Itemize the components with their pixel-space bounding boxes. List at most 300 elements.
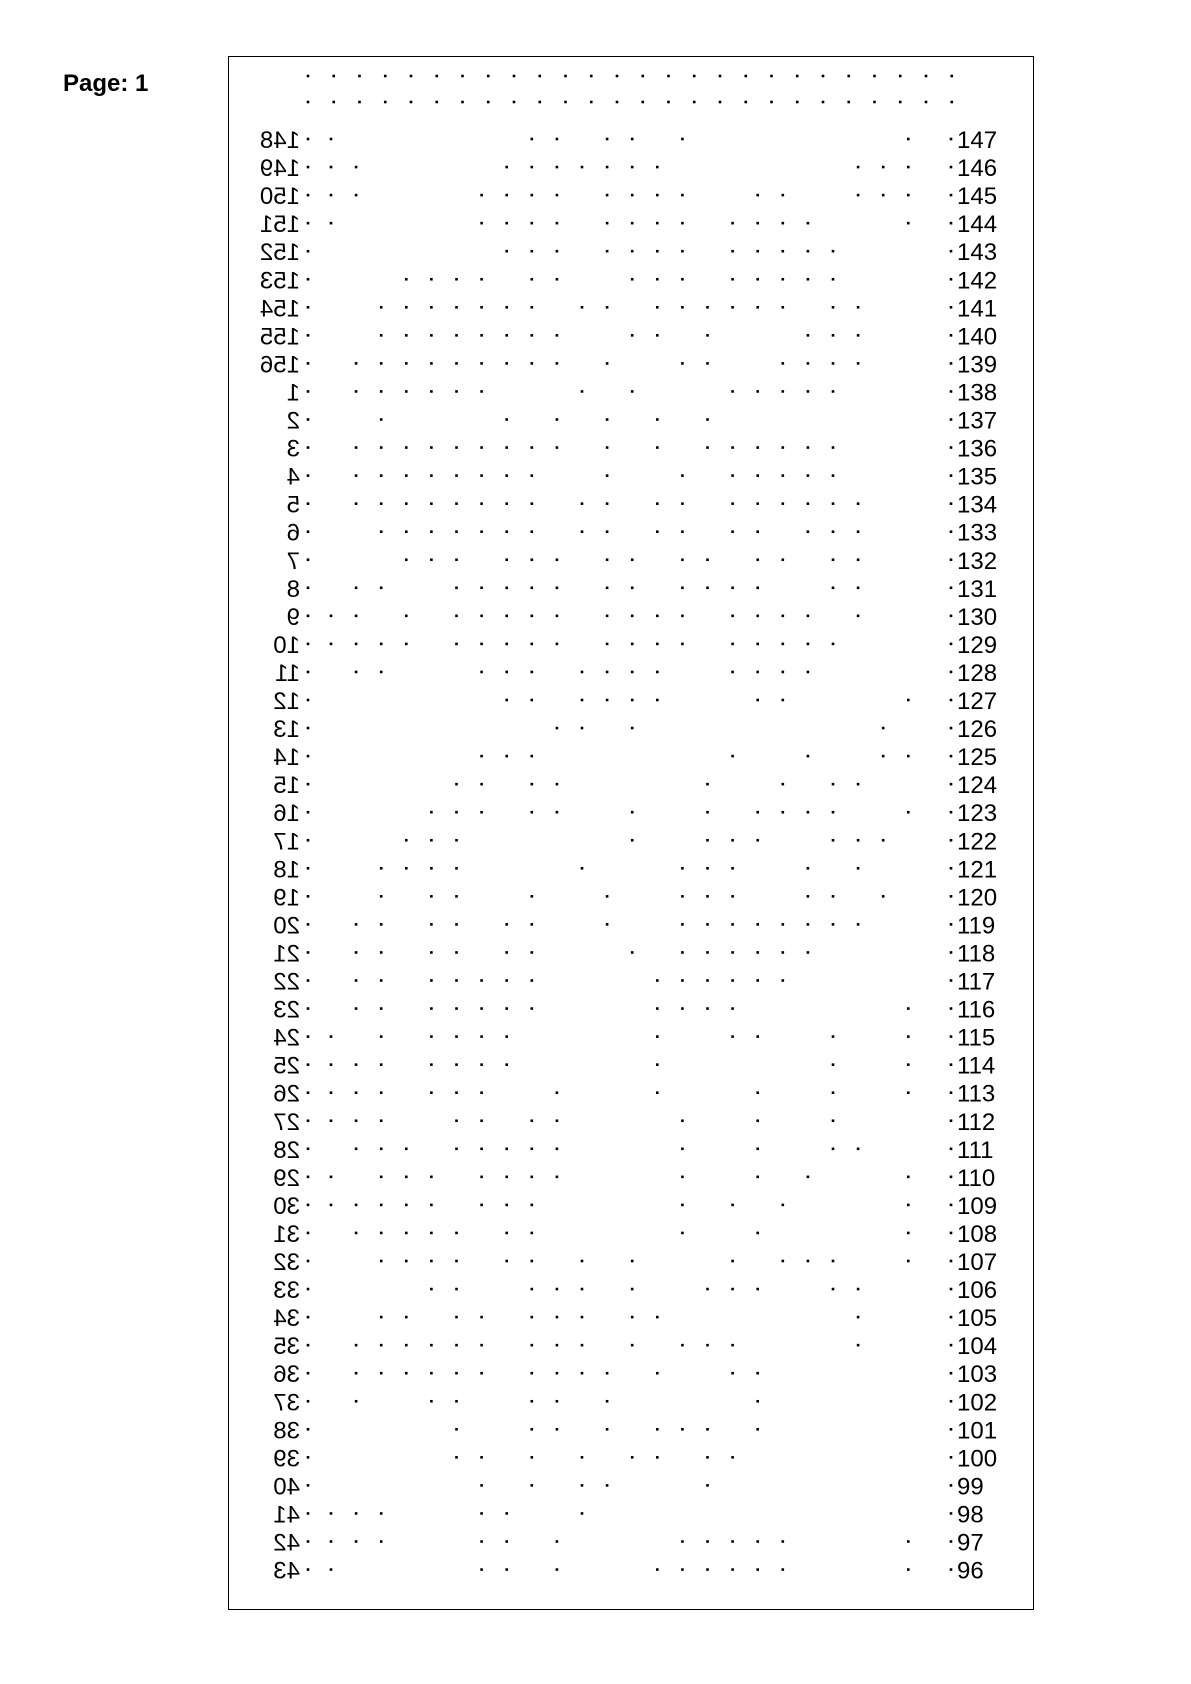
pattern-dot [330,643,333,646]
pattern-dot [581,727,584,730]
pattern-dot [355,1512,358,1515]
pattern-dot [556,446,559,449]
pattern-dot [832,811,835,814]
row-label-left: 16 [273,800,300,828]
pattern-dot [756,446,759,449]
pattern-dot [556,278,559,281]
pattern-dot [430,867,433,870]
pattern-dot [455,1428,458,1431]
pattern-dot [380,1091,383,1094]
row-marker-dot [950,278,953,281]
row-marker-dot [307,1232,310,1235]
row-label-left: 38 [273,1417,300,1445]
pattern-dot [731,530,734,533]
pattern-dot [380,474,383,477]
pattern-dot [480,362,483,365]
pattern-dot [606,1400,609,1403]
pattern-dot [556,1428,559,1431]
pattern-dot [807,1260,810,1263]
pattern-dot [907,755,910,758]
pattern-dot [531,1232,534,1235]
row-marker-dot [950,1035,953,1038]
border-dot [744,75,747,78]
row-marker-dot [307,138,310,141]
pattern-dot [731,1540,734,1543]
pattern-dot [706,783,709,786]
row-label-right: 128 [957,659,998,687]
pattern-dot [455,306,458,309]
row-label-left: 41 [273,1501,300,1529]
pattern-dot [480,1316,483,1319]
pattern-dot [355,1119,358,1122]
pattern-dot [455,362,458,365]
border-dot [719,101,722,104]
row-marker-dot [950,1091,953,1094]
pattern-dot [807,867,810,870]
pattern-dot [656,1007,659,1010]
pattern-dot [782,194,785,197]
pattern-dot [380,362,383,365]
pattern-dot [480,1063,483,1066]
pattern-dot [782,222,785,225]
pattern-dot [631,1260,634,1263]
row-label-left: 154 [259,295,300,323]
pattern-dot [681,138,684,141]
pattern-dot [556,1288,559,1291]
row-label-left: 35 [273,1333,300,1361]
row-marker-dot [307,979,310,982]
pattern-dot [330,138,333,141]
pattern-dot [756,839,759,842]
pattern-dot [505,923,508,926]
pattern-dot [405,1260,408,1263]
pattern-dot [531,1344,534,1347]
pattern-dot [606,194,609,197]
row-marker-dot [950,362,953,365]
row-label-left: 156 [259,351,300,379]
pattern-dot [807,222,810,225]
pattern-dot [531,194,534,197]
row-marker-dot [307,474,310,477]
pattern-dot [681,1204,684,1207]
pattern-dot [531,502,534,505]
row-marker-dot [307,1512,310,1515]
pattern-dot [480,530,483,533]
row-label-right: 123 [957,800,998,828]
pattern-dot [807,502,810,505]
pattern-dot [731,446,734,449]
pattern-dot [581,699,584,702]
pattern-dot [380,1063,383,1066]
pattern-dot [606,895,609,898]
pattern-dot [355,362,358,365]
pattern-dot [355,390,358,393]
pattern-dot [832,587,835,590]
pattern-dot [631,643,634,646]
pattern-dot [430,951,433,954]
pattern-dot [480,979,483,982]
row-marker-dot [950,1176,953,1179]
pattern-dot [531,446,534,449]
pattern-dot [556,250,559,253]
pattern-dot [380,643,383,646]
pattern-dot [681,194,684,197]
row-marker-dot [307,250,310,253]
pattern-dot [455,390,458,393]
row-label-right: 124 [957,772,998,800]
pattern-dot [505,530,508,533]
pattern-dot [782,923,785,926]
pattern-dot [380,306,383,309]
row-label-left: 151 [259,211,300,239]
pattern-dot [480,1091,483,1094]
pattern-dot [455,839,458,842]
row-label-right: 140 [957,323,998,351]
row-marker-dot [307,699,310,702]
pattern-dot [907,166,910,169]
pattern-dot [405,502,408,505]
pattern-dot [756,1540,759,1543]
page-label: Page: 1 [63,70,149,97]
pattern-dot [581,1260,584,1263]
row-marker-dot [307,334,310,337]
pattern-dot [731,615,734,618]
pattern-dot [656,502,659,505]
pattern-dot [681,278,684,281]
border-dot [616,101,619,104]
border-dot [435,101,438,104]
pattern-dot [581,306,584,309]
pattern-dot [430,1260,433,1263]
pattern-dot [505,1512,508,1515]
pattern-dot [857,1316,860,1319]
pattern-dot [631,1456,634,1459]
pattern-grid [229,57,1035,1611]
pattern-dot [706,1344,709,1347]
row-label-left: 11 [275,659,300,687]
pattern-dot [430,1007,433,1010]
border-dot [667,101,670,104]
pattern-dot [480,1512,483,1515]
pattern-dot [430,502,433,505]
border-dot [899,101,902,104]
row-marker-dot [950,1400,953,1403]
border-dot [538,101,541,104]
pattern-dot [706,1007,709,1010]
border-dot [487,75,490,78]
pattern-dot [531,755,534,758]
pattern-dot [480,643,483,646]
pattern-dot [480,1540,483,1543]
pattern-dot [857,615,860,618]
row-label-right: 147 [957,127,998,154]
pattern-dot [631,138,634,141]
pattern-dot [380,390,383,393]
pattern-dot [756,502,759,505]
row-label-left: 152 [259,239,300,267]
pattern-dot [882,839,885,842]
pattern-dot [782,278,785,281]
pattern-dot [480,1176,483,1179]
border-dot [693,75,696,78]
pattern-dot [681,895,684,898]
pattern-dot [405,1372,408,1375]
pattern-dot [832,1063,835,1066]
pattern-dot [631,727,634,730]
pattern-dot [405,474,408,477]
border-dot [641,101,644,104]
row-marker-dot [307,923,310,926]
pattern-dot [807,923,810,926]
pattern-dot [505,587,508,590]
pattern-dot [631,278,634,281]
row-marker-dot [307,643,310,646]
pattern-dot [882,895,885,898]
pattern-dot [907,1176,910,1179]
border-dot [873,101,876,104]
pattern-dot [531,1456,534,1459]
row-marker-dot [950,755,953,758]
pattern-dot [832,446,835,449]
row-label-right: 106 [957,1277,998,1305]
pattern-dot [606,502,609,505]
border-dot [461,101,464,104]
pattern-dot [581,1288,584,1291]
pattern-dot [430,474,433,477]
pattern-dot [656,306,659,309]
pattern-dot [355,1204,358,1207]
border-dot [950,101,953,104]
pattern-dot [355,1540,358,1543]
pattern-dot [330,1568,333,1571]
row-marker-dot [307,1148,310,1151]
row-label-left: 34 [273,1305,300,1333]
pattern-dot [556,1344,559,1347]
border-dot [384,101,387,104]
pattern-dot [505,1007,508,1010]
pattern-dot [656,1456,659,1459]
pattern-dot [606,166,609,169]
pattern-dot [430,558,433,561]
pattern-dot [480,1484,483,1487]
pattern-dot [330,1176,333,1179]
row-marker-dot [307,727,310,730]
row-marker-dot [950,194,953,197]
pattern-dot [330,1035,333,1038]
row-label-left: 5 [286,491,300,519]
row-marker-dot [950,867,953,870]
pattern-dot [355,1063,358,1066]
row-marker-dot [950,1007,953,1010]
pattern-dot [405,446,408,449]
pattern-dot [807,755,810,758]
pattern-dot [731,306,734,309]
row-marker-dot [307,222,310,225]
pattern-dot [480,502,483,505]
pattern-dot [405,867,408,870]
pattern-dot [556,222,559,225]
pattern-dot [430,1035,433,1038]
pattern-dot [556,783,559,786]
border-dot [435,75,438,78]
pattern-dot [731,390,734,393]
row-marker-dot [950,839,953,842]
row-label-left: 31 [273,1220,300,1248]
row-label-left: 30 [273,1192,300,1220]
border-dot [641,75,644,78]
pattern-dot [480,783,483,786]
pattern-dot [857,334,860,337]
row-label-right: 138 [957,379,998,407]
pattern-dot [706,1540,709,1543]
row-label-left: 27 [273,1108,300,1136]
pattern-dot [756,587,759,590]
pattern-dot [882,194,885,197]
row-label-left: 26 [273,1080,300,1108]
border-dot [358,75,361,78]
pattern-dot [556,811,559,814]
row-label-right: 100 [957,1445,998,1473]
pattern-dot [480,1035,483,1038]
pattern-dot [606,587,609,590]
border-dot [822,75,825,78]
row-marker-dot [950,1288,953,1291]
pattern-dot [731,895,734,898]
pattern-dot [782,1568,785,1571]
row-marker-dot [950,1456,953,1459]
pattern-dot [531,306,534,309]
pattern-dot [631,839,634,842]
pattern-dot [807,278,810,281]
pattern-dot [505,1176,508,1179]
pattern-dot [531,643,534,646]
pattern-dot [857,923,860,926]
pattern-dot [681,558,684,561]
pattern-dot [405,1232,408,1235]
border-dot [332,75,335,78]
row-marker-dot [307,1316,310,1319]
pattern-dot [505,1568,508,1571]
row-label-left: 39 [273,1445,300,1473]
pattern-dot [631,671,634,674]
pattern-dot [631,558,634,561]
pattern-dot [706,587,709,590]
pattern-dot [480,446,483,449]
pattern-dot [706,362,709,365]
pattern-dot [556,418,559,421]
row-label-left: 32 [273,1249,300,1276]
pattern-dot [681,1344,684,1347]
row-marker-dot [307,1176,310,1179]
pattern-dot [756,530,759,533]
row-marker-dot [307,615,310,618]
pattern-dot [430,1400,433,1403]
pattern-dot [330,166,333,169]
row-label-right: 131 [957,575,998,603]
pattern-dot [480,334,483,337]
pattern-dot [380,979,383,982]
row-marker-dot [950,558,953,561]
row-label-right: 105 [957,1305,998,1333]
pattern-dot [355,1007,358,1010]
pattern-dot [531,811,534,814]
row-marker-dot [307,278,310,281]
pattern-dot [907,1091,910,1094]
row-label-left: 14 [273,744,300,772]
pattern-dot [480,811,483,814]
pattern-dot [756,671,759,674]
border-dot [796,75,799,78]
pattern-dot [606,446,609,449]
pattern-dot [807,643,810,646]
row-label-left: 21 [273,940,300,968]
row-label-right: 109 [957,1192,998,1220]
pattern-dot [405,615,408,618]
row-marker-dot [307,1484,310,1487]
row-marker-dot [307,1007,310,1010]
row-label-right: 133 [957,519,998,547]
pattern-dot [731,1456,734,1459]
pattern-dot [556,194,559,197]
row-marker-dot [950,1260,953,1263]
pattern-dot [380,1035,383,1038]
pattern-dot [756,474,759,477]
pattern-dot [782,474,785,477]
pattern-dot [531,895,534,898]
pattern-dot [631,1344,634,1347]
pattern-dot [857,587,860,590]
pattern-dot [832,1091,835,1094]
pattern-dot [807,362,810,365]
pattern-dot [706,923,709,926]
row-label-left: 29 [273,1164,300,1192]
pattern-dot [531,951,534,954]
pattern-dot [857,166,860,169]
pattern-dot [556,1119,559,1122]
pattern-dot [455,811,458,814]
pattern-dot [455,502,458,505]
pattern-dot [606,250,609,253]
pattern-dot [430,923,433,926]
pattern-dot [455,867,458,870]
pattern-dot [606,1428,609,1431]
pattern-dot [832,1288,835,1291]
pattern-dot [531,979,534,982]
pattern-dot [380,530,383,533]
pattern-dot [731,671,734,674]
row-label-right: 125 [957,744,998,772]
pattern-dot [455,1316,458,1319]
pattern-dot [355,1372,358,1375]
pattern-dot [706,839,709,842]
pattern-dot [731,474,734,477]
row-label-right: 102 [957,1389,998,1417]
row-label-right: 120 [957,884,998,912]
row-label-left: 155 [259,323,300,351]
border-dot [950,75,953,78]
pattern-dot [405,362,408,365]
pattern-dot [656,446,659,449]
pattern-dot [581,390,584,393]
pattern-dot [731,867,734,870]
pattern-dot [832,923,835,926]
row-marker-dot [307,1344,310,1347]
pattern-dot [782,699,785,702]
pattern-dot [330,1063,333,1066]
pattern-dot [807,895,810,898]
pattern-dot [631,250,634,253]
pattern-dot [531,923,534,926]
